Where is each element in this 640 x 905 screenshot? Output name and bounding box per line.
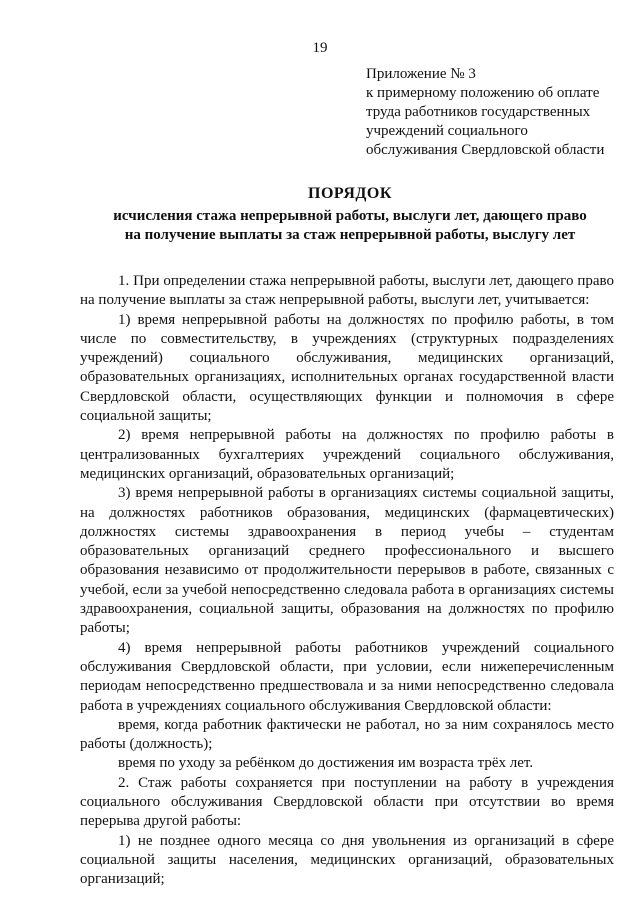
paragraph-1-item-4: 4) время непрерывной работы работников учреждений социального обслуживания Свердловской области, при условии, если нижеперечисленным периодам непосредственно предшествовала и за ними непосредственно следовала работа в учреждениях социального обслуживания Свердловской области:: [80, 639, 614, 714]
page-number: 19: [312, 40, 328, 56]
paragraph-1-item-4-period-b: время по уходу за ребёнком до достижения им возраста трёх лет.: [118, 755, 534, 772]
document-subtitle-line-2: на получение выплаты за стаж непрерывной работы, выслугу лет: [124, 227, 576, 243]
appendix-line: к примерному положению об оплате: [366, 85, 600, 101]
paragraph-1-item-3: 3) время непрерывной работы в организациях системы социальной защиты, на должностях работников образования, медицинских (фармацевтических) должностях системы здравоохранения в период учебы – студентам образовательных организаций среднего профессионального и высшего образования независимо от продолжительности перерывов в работе, связанных с учебой, если за учебой непосредственно следовала работа в организациях системы здравоохранения, социальной защиты, образования на должностях по профилю работы;: [80, 485, 614, 637]
paragraph-1-item-4-period-a: время, когда работник фактически не работал, но за ним сохранялось место работы (должность);: [80, 716, 614, 753]
paragraph-1-item-1: 1) время непрерывной работы на должностях по профилю работы, в том числе по совместительству, в учреждениях (структурных подразделениях учреждений) социального обслуживания, медицинских организаций, образовательных организациях, исполнительных органах государственной власти Свердловской области, осуществляющих функции и полномочия в сфере социальной защиты;: [80, 311, 614, 425]
document-body: [80, 272, 614, 890]
appendix-line: учреждений социального: [366, 123, 528, 139]
appendix-line: Приложение № 3: [366, 66, 476, 82]
paragraph-1-item-2: 2) время непрерывной работы на должностях по профилю работы в централизованных бухгалтериях учреждений социального обслуживания, медицинских организаций, образовательных организаций;: [80, 427, 614, 482]
document-subtitle-line-1: исчисления стажа непрерывной работы, выслуги лет, дающего право: [113, 208, 587, 224]
paragraph-1: 1. При определении стажа непрерывной работы, выслуги лет, дающего право на получение выплаты за стаж непрерывной работы, выслуги лет, учитывается:: [80, 273, 614, 309]
appendix-line: обслуживания Свердловской области: [366, 142, 605, 158]
appendix-line: труда работников государственных: [366, 104, 591, 120]
appendix-reference: [366, 65, 626, 160]
document-title: ПОРЯДОК: [308, 185, 392, 202]
paragraph-2: 2. Стаж работы сохраняется при поступлении на работу в учреждения социального обслуживания Свердловской области при отсутствии во время перерыва другой работы:: [80, 774, 614, 830]
paragraph-2-item-1: 1) не позднее одного месяца со дня увольнения из организаций в сфере социальной защиты населения, медицинских организаций, образовательных организаций;: [80, 832, 614, 888]
